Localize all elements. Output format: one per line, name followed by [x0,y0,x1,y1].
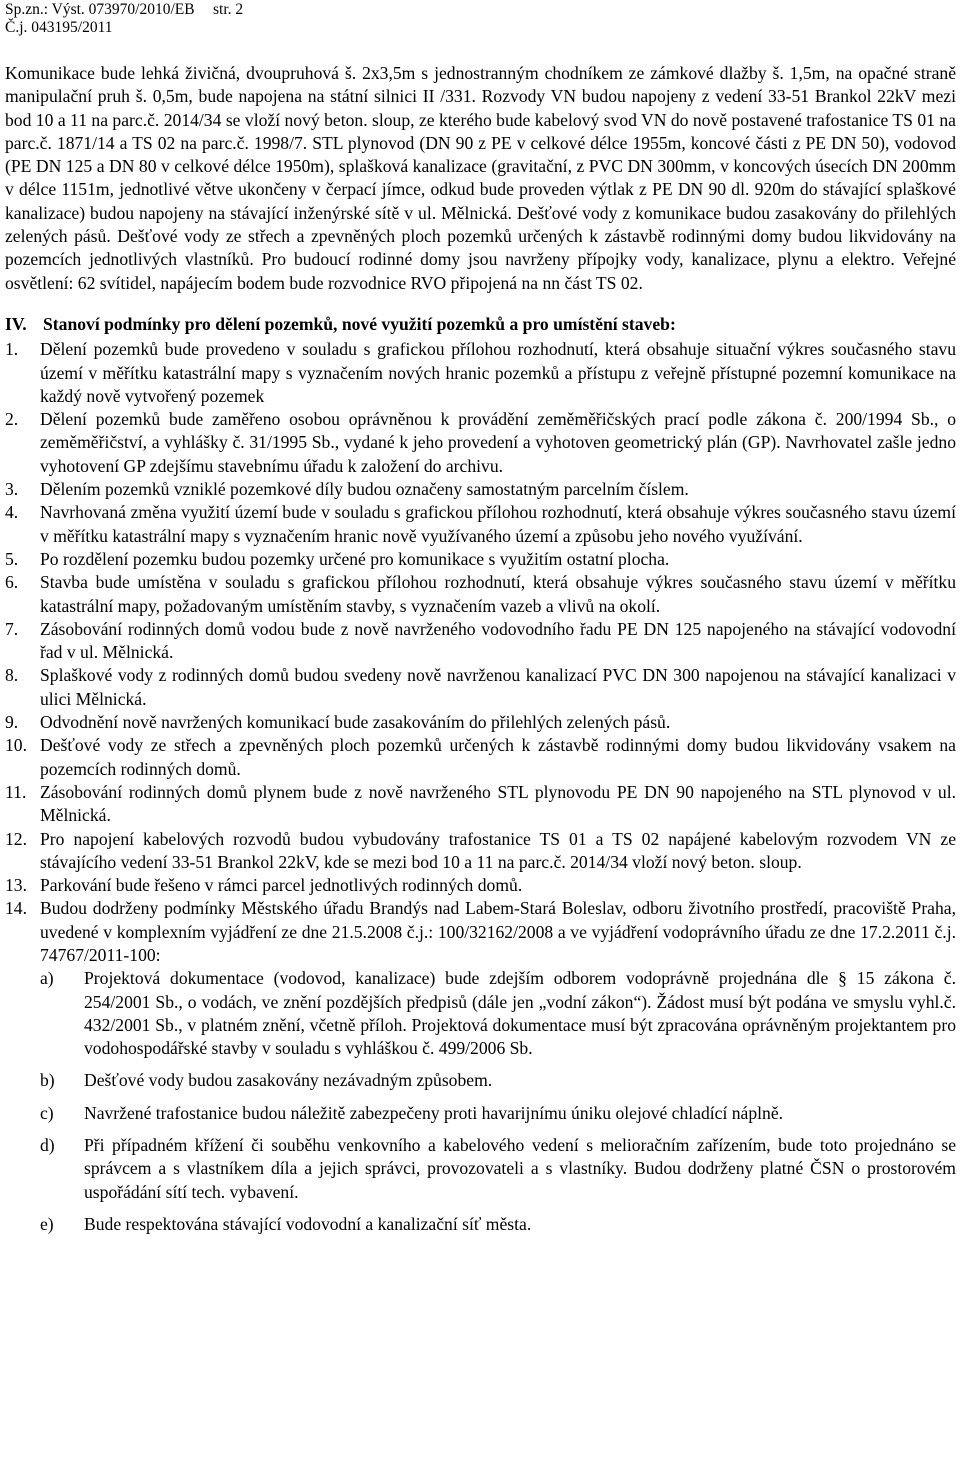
item-text: Dělení pozemků bude provedeno v souladu s grafickou přílohou rozhodnutí, která obsahuje situační výkres současného stavu území v měřítku katastrální mapy s vyznačením nových hranic pozemků a přístupu z veřejně přístupné pozemní komunikace na každý nově vytvořený pozemek [40,339,956,406]
header-row [5,1,305,19]
conditions-list [5,338,956,1236]
item-number: 1. [5,339,19,360]
item-text: Budou dodrženy podmínky Městského úřadu Brandýs nad Labem-Stará Boleslav, odboru životního prostředí, pracoviště Praha, uvedené v komplexním vyjádření ze dne 21.5.2008 č.j.: 100/32162/2008 a ve vyjádření vodoprávního úřadu ze dne 17.2.2011 č.j. 74767/2011-100: [40,898,956,965]
item-number: 9. [5,712,19,733]
item-letter: d) [40,1135,55,1156]
sub-item-text: Bude respektována stávající vodovodní a kanalizační síť města. [84,1213,532,1234]
item-text: Parkování bude řešeno v rámci parcel jednotlivých rodinných domů. [40,875,523,896]
list-item [5,734,956,781]
item-text: Navrhovaná změna využití území bude v souladu s grafickou přílohou rozhodnutí, která obsahuje výkres současného stavu území v měřítku katastrální mapy s vyznačením hranic nově využívaného území a způsobu jeho nového využívání. [40,502,956,546]
item-number: 11. [5,781,27,802]
list-item [5,408,956,478]
item-text: Dělením pozemků vzniklé pozemkové díly budou označeny samostatným parcelním číslem. [40,479,689,500]
section-title: Stanoví podmínky pro dělení pozemků, nové využití pozemků a pro umístění staveb: [43,313,676,334]
section-number: IV. [5,313,27,334]
list-item [5,548,956,571]
item-text: Odvodnění nově navržených komunikací bude zasakováním do přilehlých zelených pásů. [40,712,671,733]
item-number: 8. [5,665,19,686]
item-letter: b) [40,1070,55,1091]
list-item [5,874,956,897]
list-item [5,478,956,501]
sub-item-text: Při případném křížení či souběhu venkovního a kabelového vedení s melioračním zařízením, bude toto projednáno se správcem a s vlastníkem díla a jejich správci, provozovateli a s vlastníky. Budou dodrženy platné ČSN o prostorovém uspořádání sítí tech. vybavení. [84,1135,956,1202]
list-item [5,618,956,665]
list-item [5,571,956,618]
item-number: 5. [5,548,19,569]
item-text: Zásobování rodinných domů vodou bude z nově navrženého vodovodního řadu PE DN 125 napojeného na stávající vodovodní řad v ul. Mělnická. [40,618,956,663]
item-number: 7. [5,618,19,639]
item-number: 13. [5,875,27,896]
list-item [5,828,956,875]
item-text: Po rozdělení pozemku budou pozemky určené pro komunikace s využitím ostatní plocha. [40,548,670,569]
sub-item-text: Navržené trafostanice budou náležitě zabezpečeny proti havarijnímu úniku olejové chladící náplně. [84,1102,784,1123]
intro-paragraph: Komunikace bude lehká živičná, dvoupruhová š. 2x3,5m s jednostranným chodníkem ze zámkové dlažby š. 1,5m, na opačné straně manipulační pruh š. 0,5m, bude napojena na státní silnici II /331. Rozvody VN budou napojeny z vedení 33-51 Brankol 22kV mezi bod 10 a 11 na parc.č. 2014/34 se vloží nový beton. sloup, ze kterého bude kabelový svod VN do nově postavené trafostanice TS 01 na parc.č. 1871/14 a TS 02 na parc.č. 1998/7. STL plynovod (DN 90 z PE v celkové délce 1955m, koncové části z PE DN 50), vodovod (PE DN 125 a DN 80 v celkové délce 1950m), splašková kanalizace (gravitační, z PVC DN 300mm, v koncových úsecích DN 200mm v délce 1151m, jednotlivé větve ukončeny v čerpací jímce, odkud bude proveden výtlak z PE DN 90 dl. 920m do stávající splaškové kanalizace) budou napojeny na stávající inženýrské sítě v ul. Mělnická. Dešťové vody z komunikace budou zasakovány do přilehlých zelených pásů. Dešťové vody ze střech a zpevněných ploch pozemků určených k zástavbě rodinnými domy budou likvidovány na pozemcích jednotlivých vlastníků. Pro budoucí rodinné domy jsou navrženy přípojky vody, kanalizace, plynu a elektro. Veřejné osvětlení: 62 svítidel, napájecím bodem bude rozvodnice RVO připojená na nn část TS 02. [5,63,956,293]
reference-number: Č.j. 043195/2011 [5,19,113,36]
header-row [5,19,305,37]
item-body [40,897,956,1236]
item-letter: e) [40,1213,54,1234]
sub-list-item [40,1213,956,1236]
sub-list-item [40,1102,956,1125]
document-body [5,62,956,1236]
item-text: Stavba bude umístěna v souladu s grafickou přílohou rozhodnutí, která obsahuje výkres současného stavu území v měřítku katastrální mapy, požadovaným umístěním stavby, s vyznačením vazeb a vlivů na okolí. [40,572,956,616]
sub-list-item [40,967,956,1060]
item-number: 2. [5,409,19,430]
item-number: 6. [5,572,19,593]
item-text: Zásobování rodinných domů plynem bude z nově navrženého STL plynovodu PE DN 90 napojeného na STL plynovod v ul. Mělnická. [40,781,956,826]
page-header [5,1,305,37]
list-item [5,501,956,548]
list-item [5,711,956,734]
page-number: str. 2 [213,1,244,18]
item-text: Dešťové vody ze střech a zpevněných ploch pozemků určených k zástavbě rodinnými domy budou likvidovány vsakem na pozemcích rodinných domů. [40,735,956,779]
list-item [5,338,956,408]
sub-item-text: Dešťové vody budou zasakovány nezávadným způsobem. [84,1070,493,1091]
item-number: 14. [5,898,27,919]
item-letter: c) [40,1102,54,1123]
item-text: Splaškové vody z rodinných domů budou svedeny nově navrženou kanalizací PVC DN 300 napojenou na stávající kanalizaci v ulici Mělnická. [40,665,956,709]
list-item [5,664,956,711]
item-number: 4. [5,502,19,523]
file-reference: Sp.zn.: Výst. 073970/2010/EB [5,1,195,18]
item-text: Dělení pozemků bude zaměřeno osobou oprávněnou k provádění zeměměřičských prací podle zákona č. 200/1994 Sb., o zeměměřičství, a vyhlášky č. 31/1995 Sb., vydané k jeho provedení a vyhotoven geometrický plán (GP). Navrhovatel zašle jedno vyhotovení GP zdejšímu stavebnímu úřadu k založení do archivu. [40,409,956,476]
section-heading [5,313,956,336]
item-number: 3. [5,479,19,500]
subconditions-list [40,967,956,1236]
sub-list-item [40,1069,956,1092]
sub-list-item [40,1134,956,1204]
list-item [5,897,956,1236]
list-item [5,781,956,828]
item-number: 10. [5,735,27,756]
sub-item-text: Projektová dokumentace (vodovod, kanalizace) bude zdejším odborem vodoprávně projednána dle § 15 zákona č. 254/2001 Sb., o vodách, ve znění pozdějších předpisů (dále jen „vodní zákon“). Žádost musí být podána ve smyslu vyhl.č. 432/2001 Sb., v platném znění, včetně příloh. Projektová dokumentace musí být zpracována oprávněným projektantem pro vodohospodářské stavby v souladu s vyhláškou č. 499/2006 Sb. [84,968,956,1059]
item-text: Pro napojení kabelových rozvodů budou vybudovány trafostanice TS 01 a TS 02 napájené kabelovým rozvodem VN ze stávajícího vedení 33-51 Brankol 22kV, kde se mezi bod 10 a 11 na parc.č. 2014/34 vloží nový beton. sloup. [40,828,956,872]
item-number: 12. [5,828,27,849]
item-letter: a) [40,968,54,989]
